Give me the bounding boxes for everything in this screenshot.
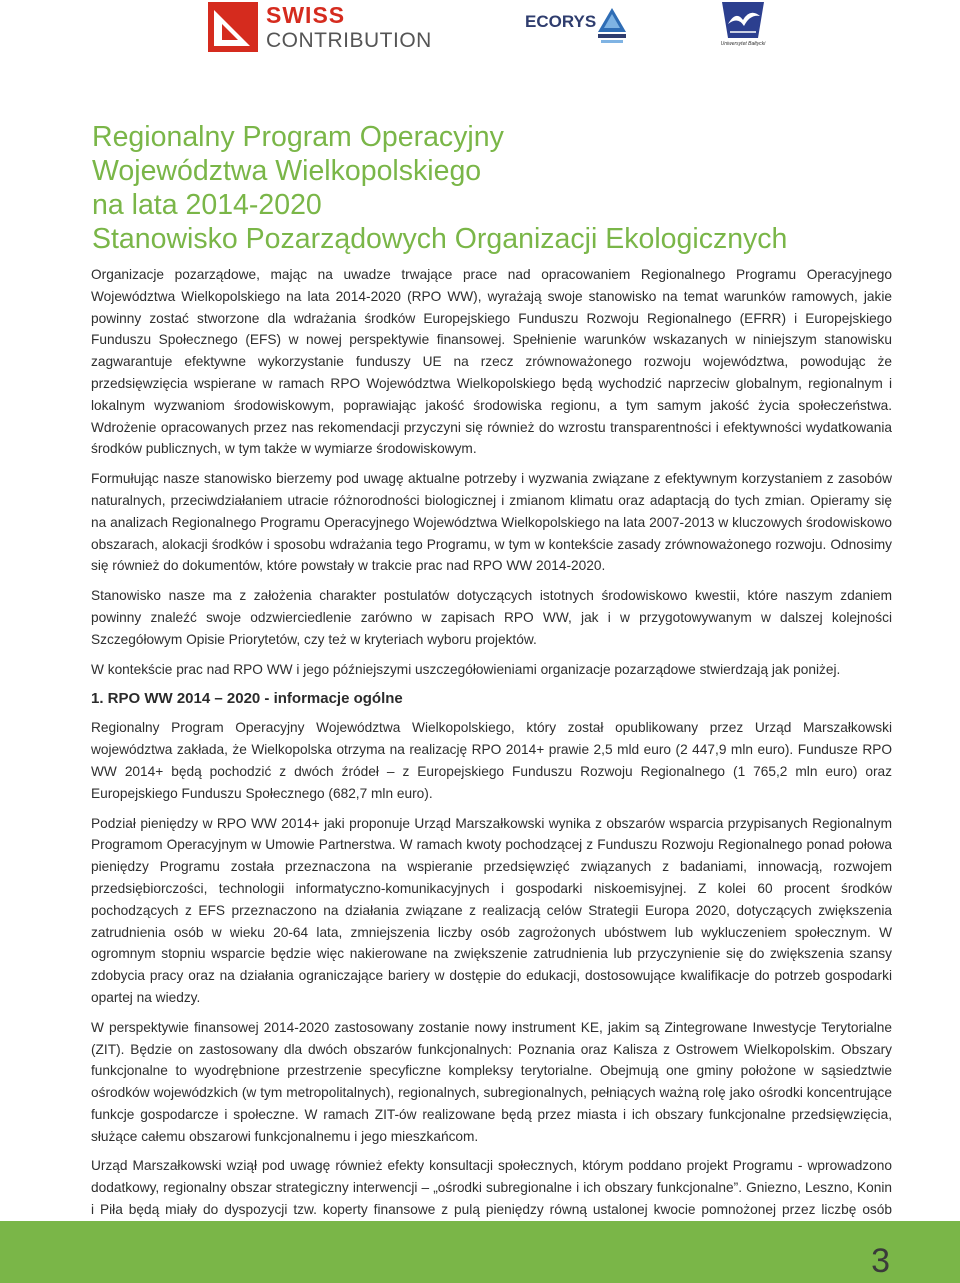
body-paragraph: Urząd Marszałkowski wziął pod uwagę również efekty konsultacji społecznych, którym poddano projekt Programu - wprowadzono dodatkowy, regionalny obszar strategiczny interwencji – „ośrodki subregionalne i ich obszary funkcjonalne”. Gniezno, Leszno, Konin i Piła będą miały do dyspozycji tzw. koperty finansowe z pulą pieniędzy równą ustalonej kwocie pomnożonej przez liczbę osób <box>91 1158 892 1218</box>
body-paragraph: Podział pieniędzy w RPO WW 2014+ jaki proponuje Urząd Marszałkowski wynika z obszarów wsparcia przypisanych Regionalnym Programom Operacyjnym w Umowie Partnerstwa. W ramach kwoty pochodzącej z Funduszu Rozwoju Regionalnego ponad połowa pieniędzy Programu została przeznaczona na wspieranie przedsięwzięć związanych z badaniami, innowacją, rozwojem przedsiębiorczości, technologii informatyczno-komunikacyjnych i gospodarki niskoemisyjnej. Z kolei 60 procent środków pochodzących z EFS przeznaczono na działania związane z realizacją celów Strategii Europa 2020, dotyczących zwiększenia zatrudnienia osób w wieku 20-64 lata, zmniejszenia liczby osób zagrożonych ubóstwem lub wykluczeniem społecznym. W ogromnym stopniu wsparcie będzie więc nakierowane na zwiększenie zatrudnienia lub przyczynienie się do zwiększenia szansy zdobycia pracy oraz na działania ograniczające bariery w dostępie do edukacji, dostosowujące kwalifikacje do potrzeb gospodarki opartej na wiedzy. <box>91 815 892 1005</box>
body-paragraph: W kontekście prac nad RPO WW i jego późniejszymi uszczegółowieniami organizacje pozarządowe stwierdzają jak poniżej. <box>91 661 841 677</box>
ecorys-mountain-icon <box>595 6 629 46</box>
body-paragraph: Regionalny Program Operacyjny Województwa Wielkopolskiego, który został opublikowany przez Urząd Marszałkowski województwa zakłada, że Wielkopolska otrzyma na realizację RPO 2014+ prawie 2,5 mld euro (2 447,9 mln euro). Fundusze RPO WW 2014+ będą pochodzić z dwóch źródeł – z Europejskiego Funduszu Rozwoju Regionalnego (1 765,2 mln euro) oraz Europejskiego Funduszu Społecznego (682,7 mln euro). <box>91 720 892 801</box>
document-body <box>91 264 892 1251</box>
swiss-logo-line1: SWISS <box>266 2 346 28</box>
title-line: na lata 2014-2020 <box>92 189 322 221</box>
title-line: Województwa Wielkopolskiego <box>92 155 482 187</box>
page-title <box>92 120 787 256</box>
emblem-caption: Uniwersytet Bałtycki <box>720 41 766 47</box>
swiss-contribution-logo <box>208 2 440 52</box>
body-paragraph: Formułując nasze stanowisko bierzemy pod uwagę aktualne potrzeby i wyzwania związane z efektywnym korzystaniem z zasobów naturalnych, przeciwdziałaniem utracie różnorodności biologicznej i zmianom klimatu oraz adaptacją do tych zmian. Opieramy się na analizach Regionalnego Programu Operacyjnego Województwa Wielkopolskiego na lata 2007-2013 w kluczowych środowiskowo obszarach, alokacji środków i sposobu wdrażania tego Programu, w tym w kontekście zasady zrównoważonego rozwoju. Odnosimy się również do dokumentów, które powstały w trakcie prac nad RPO WW 2014-2020. <box>91 471 892 574</box>
ecorys-logo-text: ECORYS <box>525 12 597 31</box>
seagull-emblem-icon <box>716 0 770 42</box>
title-line: Stanowisko Pozarządowych Organizacji Ekologicznych <box>92 223 788 255</box>
swiss-logo-line2: CONTRIBUTION <box>266 29 432 52</box>
body-paragraph: Organizacje pozarządowe, mając na uwadze trwające prace nad opracowaniem Regionalnego Programu Operacyjnego Województwa Wielkopolskiego na lata 2014-2020 (RPO WW), wyrażają swoje stanowisko na temat warunków ramowych, jakie powinny zostać stworzone dla wdrażania środków Europejskiego Funduszu Rozwoju Regionalnego (EFRR) i Europejskiego Funduszu Społecznego (EFS) w nowej perspektywie finansowej. Spełnienie warunków wskazanych w niniejszym stanowisku zagwarantuje efektywne wykorzystanie funduszy UE na rzecz zrównoważonego rozwoju województwa, powodując że przedsięwzięcia wspierane w ramach RPO Województwa Wielkopolskiego będą wychodzić naprzeciw globalnym, regionalnym i lokalnym wyzwaniom środowiskowym, poprawiając jakość środowiska regionu, a tym samym jakość życia społeczeństwa. Wdrożenie opracowanych przez nas rekomendacji przyczyni się również do wzrostu transparentności i efektywności wydatkowania środków publicznych, w tym także w wymiarze środowiskowym. <box>91 267 892 457</box>
body-paragraph: W perspektywie finansowej 2014-2020 zastosowany zostanie nowy instrument KE, jakim są Zintegrowane Inwestycje Terytorialne (ZIT). Będzie on zastosowany dla dwóch obszarów funkcjonalnych: Poznania oraz Kalisza z Ostrowem Wielkopolskim. Obszary funkcjonalne to wyodrębnione przestrzenie specyficzne kompleksy terytorialne. Obejmują one gminy położone w sąsiedztwie ośrodków wojewódzkich (w tym metropolitalnych), regionalnych, subregionalnych, pełniących ważną rolę jako ośrodki koncentrujące funkcje gospodarcze i społeczne. W ramach ZIT-ów realizowane będą przez miasta i ich obszary funkcjonalne przedsięwzięcia, służące całemu obszarowi funkcjonalnemu i jego mieszkańcom. <box>91 1019 892 1144</box>
university-emblem-logo <box>716 0 770 48</box>
section-heading: 1. RPO WW 2014 – 2020 - informacje ogólne <box>91 690 403 708</box>
page-number: 3 <box>871 1242 890 1280</box>
swiss-flag-icon <box>208 2 258 52</box>
ecorys-logo <box>525 6 635 46</box>
body-paragraph: Stanowisko nasze ma z założenia charakter postulatów dotyczących istotnych środowiskowo kwestii, które naszym zdaniem powinny znaleźć swoje odzwierciedlenie zarówno w zapisach RPO WW, jak i w przygotowywanym w dalszej kolejności Szczegółowym Opisie Priorytetów, czy też w kryteriach wyboru projektów. <box>91 588 892 647</box>
header-logos <box>0 0 960 60</box>
footer-bar <box>0 1221 960 1283</box>
title-line: Regionalny Program Operacyjny <box>92 121 504 153</box>
